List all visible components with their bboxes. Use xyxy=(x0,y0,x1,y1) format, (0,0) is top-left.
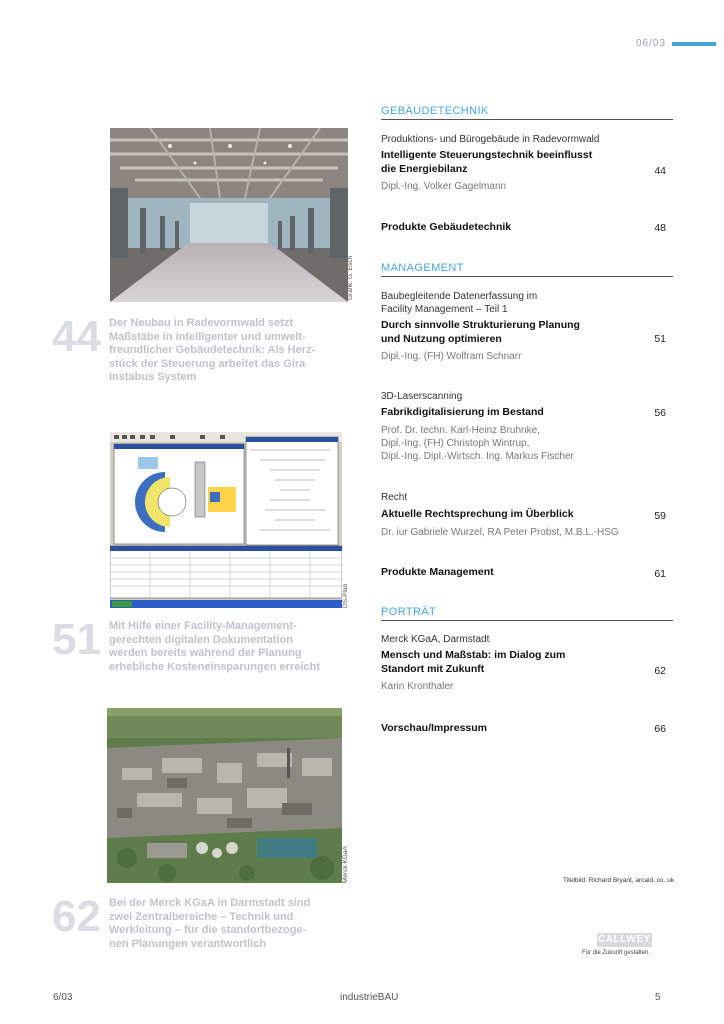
caption-line: Werkleitung – für die standortbezoge- xyxy=(109,924,307,936)
footer-issue: 6/03 xyxy=(53,992,73,1003)
toc-author: Karin Kronthaler xyxy=(381,681,454,692)
page-number-large: 44 xyxy=(52,312,101,361)
toc-kicker: 3D-Laserscanning xyxy=(381,391,463,402)
toc-entry[interactable] xyxy=(381,133,673,193)
toc-title: die Energiebilanz xyxy=(381,162,468,175)
toc-page-number: 48 xyxy=(654,222,666,234)
toc-author: Dr. iur Gabriele Wurzel, RA Peter Probst, M.B.L.-HSG xyxy=(381,526,619,538)
toc-author: Prof. Dr. techn. Karl-Heinz Bruhnke, xyxy=(381,424,540,436)
footer-page-number: 5 xyxy=(655,992,661,1003)
section-rule xyxy=(381,276,673,277)
toc-title[interactable]: Vorschau/Impressum xyxy=(381,722,488,734)
toc-kicker: Merck KGaA, Darmstadt xyxy=(381,634,490,645)
photo-credit: Grafik: G. Esch xyxy=(347,255,354,300)
caption-line: Instabus System xyxy=(109,371,197,383)
toc-title[interactable]: Produkte Gebäudetechnik xyxy=(381,221,512,233)
toc-title: Fabrikdigitalisierung im Bestand xyxy=(381,406,544,418)
toc-page-number: 62 xyxy=(654,665,666,677)
caption-line: Der Neubau in Radevormwald setzt xyxy=(109,317,293,329)
page-number-large: 62 xyxy=(52,892,101,941)
toc-title: Intelligente Steuerungstechnik beeinflusst xyxy=(381,149,593,161)
aerial-photo xyxy=(107,708,342,883)
caption-line: Bei der Merck KGaA in Darmstadt sind xyxy=(109,897,311,909)
toc-page-number: 44 xyxy=(654,165,666,177)
toc-page-number: 59 xyxy=(654,510,666,522)
toc-entry[interactable] xyxy=(381,633,673,698)
caption-line: Mit Hilfe einer Facility-Management- xyxy=(109,620,297,632)
caption-line: freundlicher Gebäudetechnik: Als Herz- xyxy=(109,344,316,356)
footer-magazine: industrieBAU xyxy=(340,992,399,1003)
caption-line: gerechten digitalen Dokumentation xyxy=(109,633,293,646)
publisher-slogan: Für die Zukunft gestalten. xyxy=(582,950,651,956)
toc-author: Dipl.-Ing. (FH) Christoph Wintrup, xyxy=(381,437,530,449)
caption-line: stück der Steuerung arbeitet das Gira xyxy=(109,357,306,370)
toc-author: Dipl.-Ing. Dipl.-Wirtsch. Ing. Markus Fischer xyxy=(381,450,574,462)
toc-page-number: 56 xyxy=(654,407,666,419)
publisher-logo: CALLWEY xyxy=(598,934,651,945)
caption-line: zwei Zentralbereiche – Technik und xyxy=(109,910,294,923)
section-heading: MANAGEMENT xyxy=(381,262,464,274)
caption-line: nen Planungen verantwortlich xyxy=(109,937,267,950)
section-heading: PORTRÄT xyxy=(381,606,437,618)
toc-kicker: Recht xyxy=(381,492,408,503)
toc-entry[interactable] xyxy=(381,390,673,465)
caption-line: erhebliche Kosteneinsparungen erreicht xyxy=(109,660,320,673)
hall-photo xyxy=(110,128,348,302)
toc-title[interactable]: Produkte Management xyxy=(381,566,494,578)
section-rule xyxy=(381,119,673,120)
toc-author: Dipl.-Ing. Volker Gagelmann xyxy=(381,181,507,192)
image-caption xyxy=(109,317,349,385)
photo-credit: DS-Plan xyxy=(342,583,349,608)
toc-page-number: 66 xyxy=(654,723,666,735)
photo-credit: Merck KGaA xyxy=(342,846,349,883)
accent-bar xyxy=(672,42,716,46)
toc-author: Dipl.-Ing. (FH) Wolfram Schnarr xyxy=(381,351,522,362)
toc-kicker: Facility Management – Teil 1 xyxy=(381,304,508,315)
toc-title: Standort mit Zukunft xyxy=(381,662,485,675)
cover-credit: Titelbild: Richard Bryant, arcaid, co. uk xyxy=(563,877,675,884)
caption-line: werden bereits während der Planung xyxy=(109,647,302,659)
toc-kicker: Baubegleitende Datenerfassung im xyxy=(381,291,538,302)
toc-title: Aktuelle Rechtsprechung im Überblick xyxy=(381,508,574,520)
page-number-large: 51 xyxy=(52,615,101,664)
toc-title: Mensch und Maßstab: im Dialog zum xyxy=(381,649,566,661)
toc-page-number: 61 xyxy=(654,568,666,580)
caption-line: Maßstäbe in intelligenter und umwelt- xyxy=(109,330,306,343)
toc-title: und Nutzung optimieren xyxy=(381,332,502,345)
software-screenshot xyxy=(110,432,342,608)
toc-entry[interactable] xyxy=(381,491,673,541)
toc-title: Durch sinnvolle Strukturierung Planung xyxy=(381,319,580,331)
toc-kicker: Produktions- und Bürogebäude in Radevormwald xyxy=(381,134,600,145)
section-heading: GEBÄUDETECHNIK xyxy=(381,105,489,117)
toc-entry[interactable] xyxy=(381,290,673,365)
issue-label: 06/03 xyxy=(636,38,667,49)
image-caption xyxy=(109,620,349,674)
section-rule xyxy=(381,620,673,621)
toc-page-number: 51 xyxy=(654,333,666,345)
image-caption xyxy=(109,897,349,951)
